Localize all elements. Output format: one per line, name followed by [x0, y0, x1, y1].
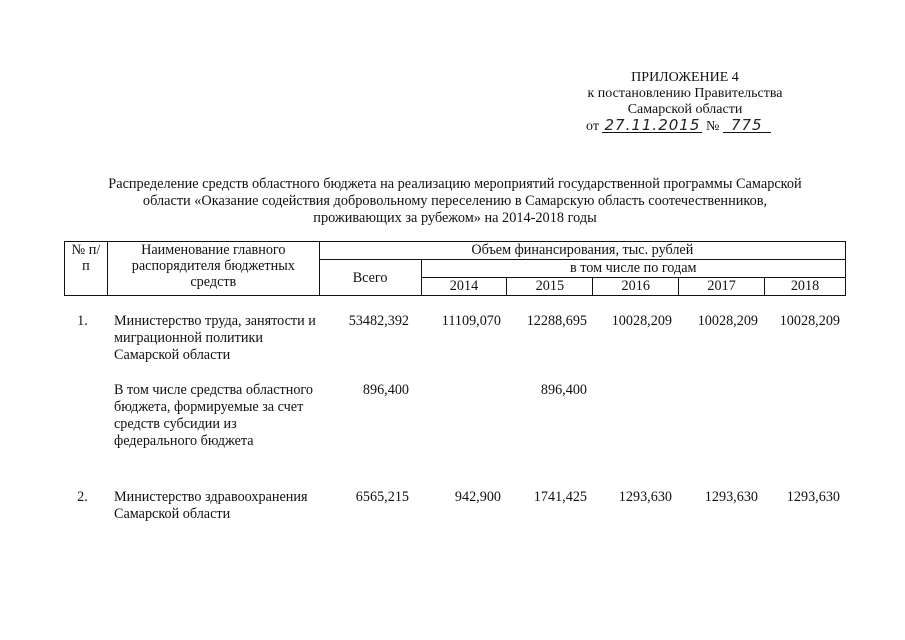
row-value-2015: 12288,695: [526, 313, 587, 329]
row-name: В том числе средства областного бюджета, формируемые за счет средств субсидии из федерального бюджета: [114, 382, 313, 449]
header-funding: Объем финансирования, тыс. рублей: [319, 242, 845, 260]
handwritten-date: 27.11.2015: [602, 118, 702, 133]
annex-block: [560, 70, 810, 135]
annex-date-number-line: [560, 118, 810, 135]
title-line-1: Распределение средств областного бюджета на реализацию мероприятий государственной программы Самарской: [108, 176, 802, 192]
row-name: Министерство труда, занятости и миграционной политики Самарской области: [114, 313, 316, 363]
table-row: [64, 382, 846, 489]
number-label: №: [705, 119, 720, 134]
row-value-2014: 942,900: [454, 489, 501, 505]
header-year-2016: 2016: [593, 278, 679, 296]
title-line-3: проживающих за рубежом» на 2014-2018 годы: [313, 210, 597, 226]
from-label: от: [586, 119, 599, 134]
row-value-2015: 1741,425: [533, 489, 587, 505]
header-by-years: в том числе по годам: [421, 260, 845, 278]
funding-table-header: [64, 241, 846, 296]
row-value-2014: 11109,070: [441, 313, 501, 329]
handwritten-number: 775: [723, 118, 771, 133]
row-value-2016: 1293,630: [618, 489, 672, 505]
funding-table-body: [64, 313, 846, 549]
header-num: № п/п: [65, 242, 108, 296]
annex-line-1: к постановлению Правительства: [587, 86, 783, 101]
row-number: 1.: [77, 313, 88, 329]
header-year-2018: 2018: [765, 278, 846, 296]
header-year-2014: 2014: [421, 278, 507, 296]
header-total: Всего: [319, 260, 421, 296]
header-year-2017: 2017: [679, 278, 765, 296]
title-line-2: области «Оказание содействия добровольному переселению в Самарскую область соотечественников,: [142, 193, 768, 209]
table-row: [64, 489, 846, 549]
row-total: 53482,392: [348, 313, 409, 329]
row-value-2015: 896,400: [540, 382, 587, 398]
row-total: 6565,215: [355, 489, 409, 505]
annex-line-2: Самарской области: [627, 102, 743, 117]
row-total: 896,400: [362, 382, 409, 398]
table-row: [64, 313, 846, 382]
header-year-2015: 2015: [507, 278, 593, 296]
row-number: 2.: [77, 489, 88, 505]
row-value-2018: 10028,209: [779, 313, 840, 329]
row-value-2017: 1293,630: [704, 489, 758, 505]
annex-heading: ПРИЛОЖЕНИЕ 4: [631, 70, 739, 85]
document-title: [60, 176, 850, 227]
header-name: Наименование главного распорядителя бюджетных средств: [107, 242, 319, 296]
row-value-2018: 1293,630: [786, 489, 840, 505]
row-name: Министерство здравоохранения Самарской области: [114, 489, 308, 522]
row-value-2017: 10028,209: [697, 313, 758, 329]
row-value-2016: 10028,209: [611, 313, 672, 329]
